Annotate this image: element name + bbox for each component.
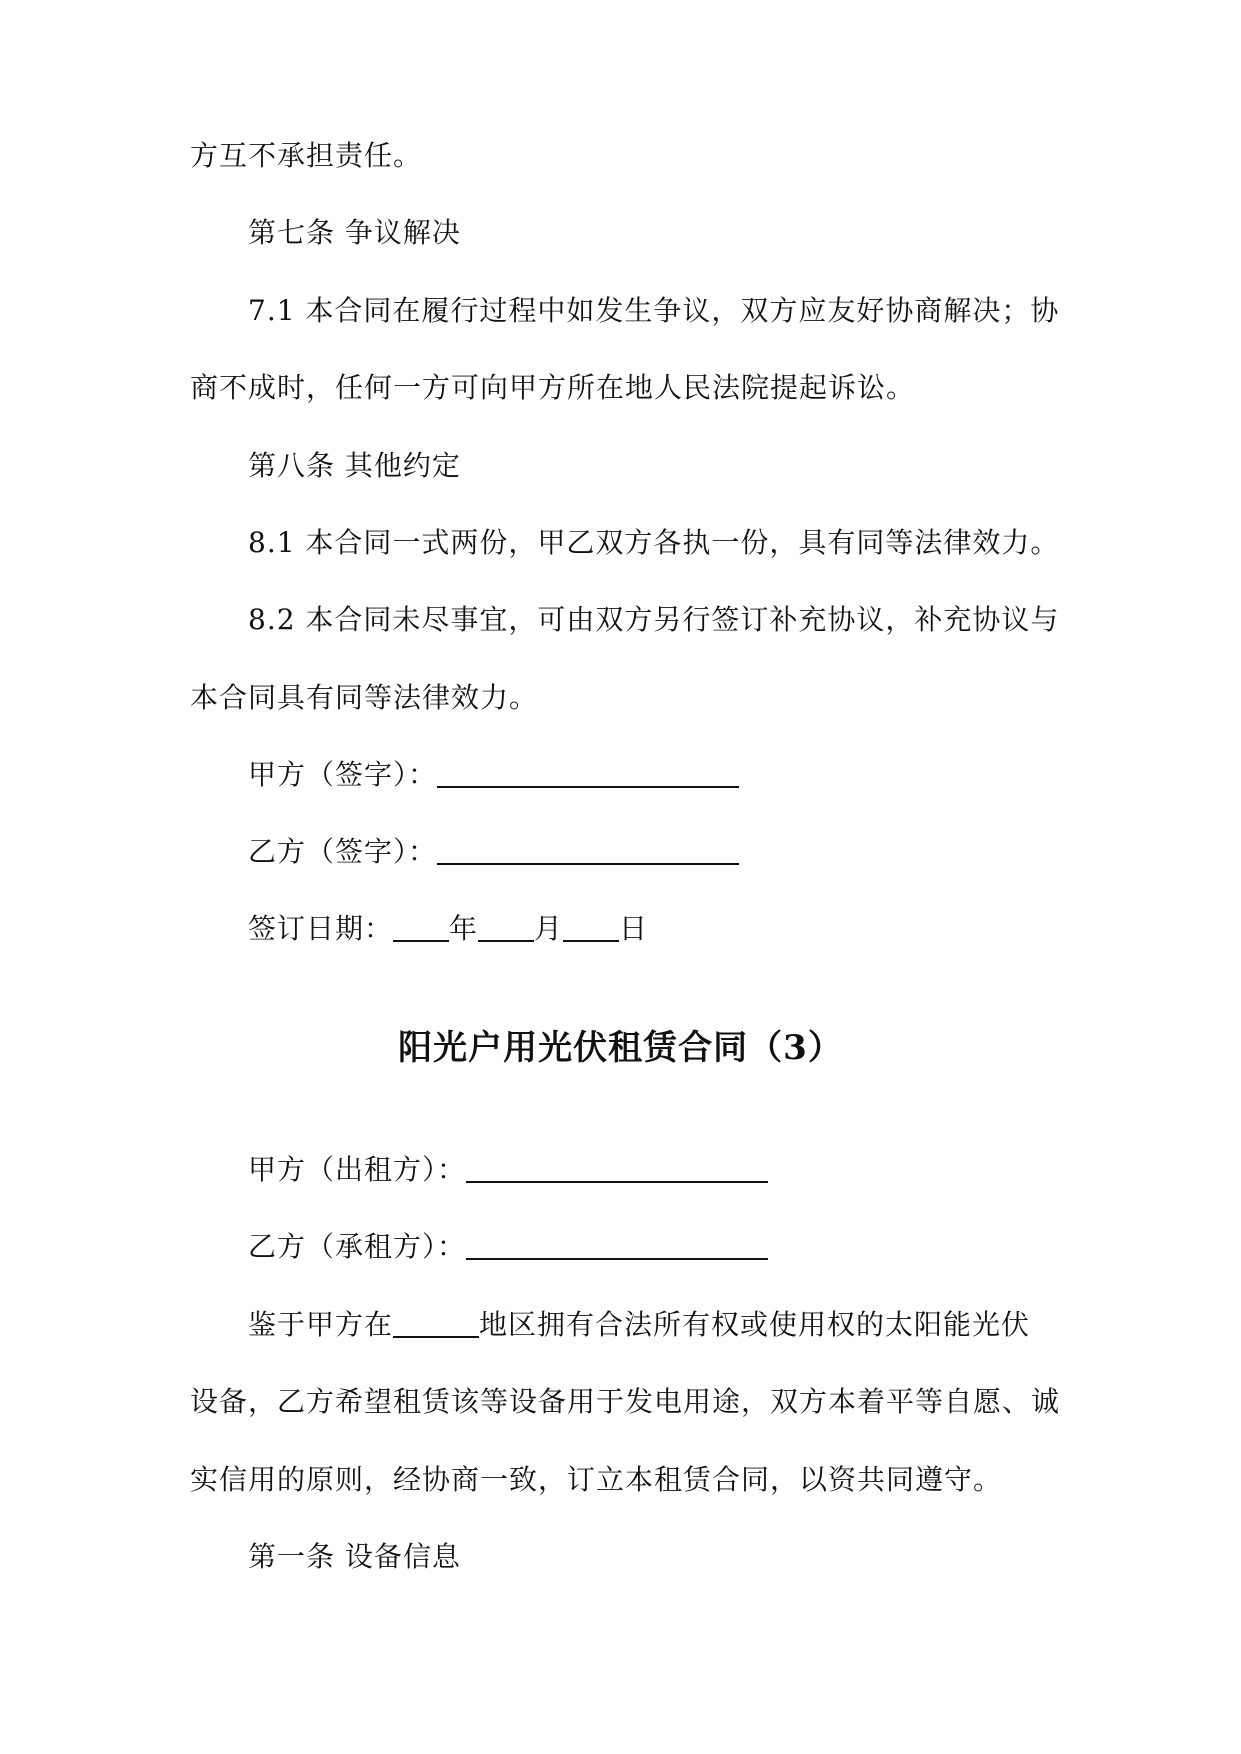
signature-b-label: 乙方（签字）：: [248, 835, 438, 868]
preamble-part-2: 地区拥有合法所有权或使用权的太阳能光伏: [479, 1308, 1031, 1341]
preamble-part-1: 鉴于甲方在: [248, 1308, 394, 1341]
clause-8-1: 8.1 本合同一式两份，甲乙双方各执一份，具有同等法律效力。: [248, 526, 1060, 559]
date-label: 签订日期：: [248, 912, 394, 945]
month-blank: [478, 910, 534, 942]
preamble-line-2: 设备，乙方希望租赁该等设备用于发电用途，双方本着平等自愿、诚: [190, 1385, 1061, 1418]
party-b-label: 乙方（承租方）：: [248, 1230, 467, 1263]
month-text: 月: [534, 912, 564, 945]
clause-7-1-line-2: 商不成时，任何一方可向甲方所在地人民法院提起诉讼。: [190, 371, 916, 404]
day-text: 日: [619, 912, 649, 945]
signature-a-blank: [437, 756, 739, 788]
article-7-heading: 第七条 争议解决: [248, 216, 461, 249]
region-blank: [393, 1306, 479, 1338]
clause-8-2-line-1: 8.2 本合同未尽事宜，可由双方另行签订补充协议，补充协议与: [248, 603, 1060, 636]
article-8-heading: 第八条 其他约定: [248, 449, 461, 482]
clause-8-2-line-2: 本合同具有同等法律效力。: [190, 681, 539, 714]
clause-7-1-line-1: 7.1 本合同在履行过程中如发生争议，双方应友好协商解决；协: [248, 294, 1060, 327]
signature-b-blank: [437, 833, 739, 865]
day-blank: [563, 910, 619, 942]
party-b-blank: [466, 1228, 768, 1260]
preamble-line-3: 实信用的原则，经协商一致，订立本租赁合同，以资共同遵守。: [190, 1463, 1003, 1496]
year-text: 年: [449, 912, 479, 945]
paragraph-line: 方互不承担责任。: [190, 139, 423, 172]
year-blank: [393, 910, 449, 942]
party-b-row: [248, 1227, 768, 1267]
signature-a-row: [248, 755, 739, 795]
preamble-line-1: [248, 1305, 1030, 1345]
contract-title: 阳光户用光伏租赁合同（3）: [398, 1028, 843, 1068]
article-1-heading: 第一条 设备信息: [248, 1540, 461, 1573]
signature-a-label: 甲方（签字）：: [248, 758, 438, 791]
party-a-row: [248, 1150, 768, 1190]
signing-date-row: [248, 909, 648, 949]
signature-b-row: [248, 832, 739, 872]
party-a-label: 甲方（出租方）：: [248, 1153, 467, 1186]
party-a-blank: [466, 1151, 768, 1183]
